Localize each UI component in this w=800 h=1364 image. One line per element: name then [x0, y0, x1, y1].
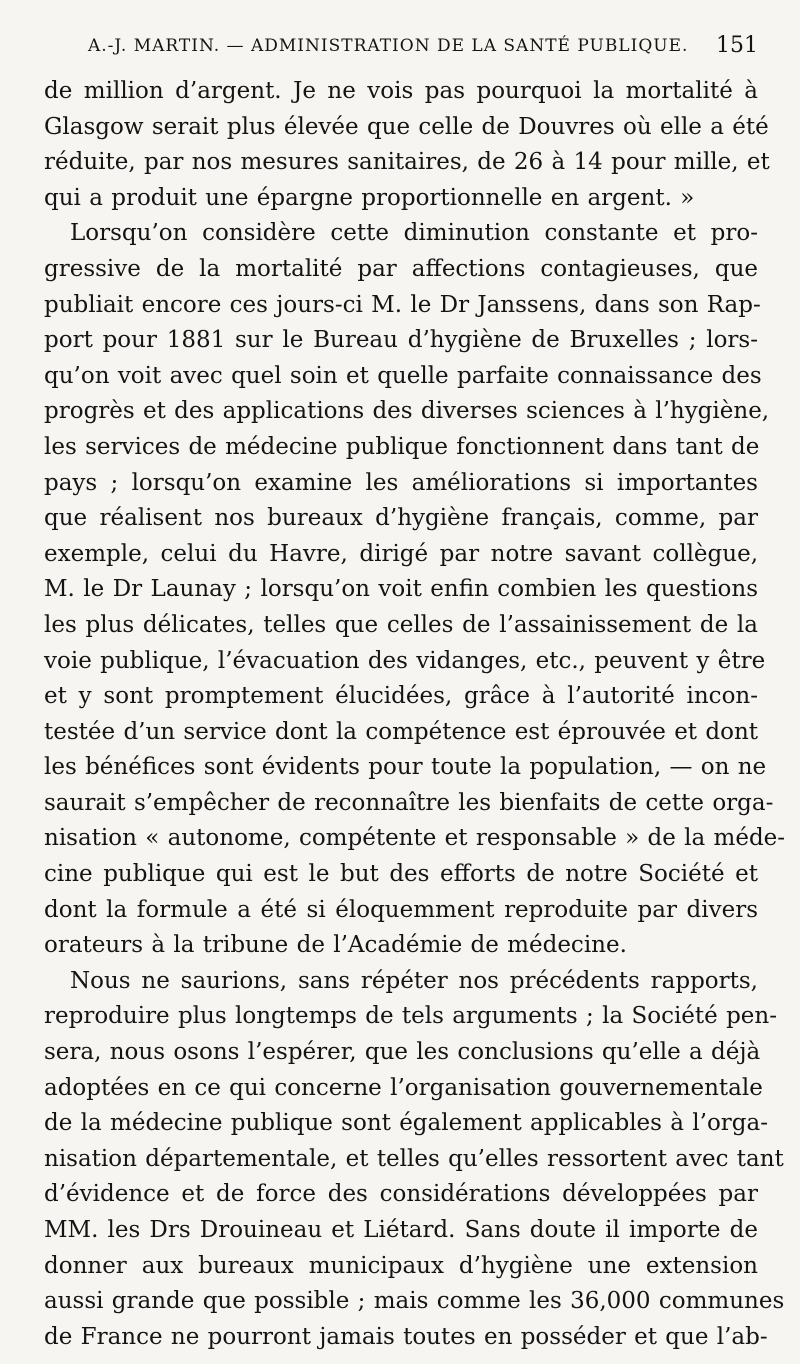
- text-line: progrès et des applications des diverses sciences à l’hygiène,: [44, 398, 770, 425]
- paragraph-start-line: Lorsqu’on considère cette diminution constante et pro-: [70, 220, 758, 247]
- body-text: [44, 74, 786, 1355]
- running-header: [44, 33, 758, 64]
- text-line: les services de médecine publique fonctionnent dans tant de: [44, 433, 760, 460]
- text-line: et y sont promptement élucidées, grâce à l’autorité incon-: [44, 683, 758, 710]
- text-line: voie publique, l’évacuation des vidanges, etc., peuvent y être: [44, 647, 766, 674]
- text-line: exemple, celui du Havre, dirigé par notre savant collègue,: [44, 540, 758, 567]
- text-line: port pour 1881 sur le Bureau d’hygiène de Bruxelles ; lors-: [44, 327, 758, 354]
- text-line: saurait s’empêcher de reconnaître les bienfaits de cette orga-: [44, 789, 774, 816]
- text-line: qu’on voit avec quel soin et quelle parfaite connaissance des: [44, 362, 762, 389]
- text-line: de la médecine publique sont également applicables à l’orga-: [44, 1110, 769, 1137]
- text-line: dont la formule a été si éloquemment reproduite par divers: [44, 896, 758, 923]
- text-line: gressive de la mortalité par affections contagieuses, que: [44, 255, 758, 282]
- text-line: donner aux bureaux municipaux d’hygiène une extension: [44, 1252, 758, 1279]
- text-line: cine publique qui est le but des efforts de notre Société et: [44, 861, 758, 888]
- text-line: publiait encore ces jours-ci M. le Dr Janssens, dans son Rap-: [44, 291, 761, 318]
- text-line: que réalisent nos bureaux d’hygiène français, comme, par: [44, 505, 758, 532]
- text-line: de France ne pourront jamais toutes en posséder et que l’ab-: [44, 1323, 768, 1350]
- text-line: nisation « autonome, compétente et responsable » de la méde-: [44, 825, 786, 852]
- text-line: sera, nous osons l’espérer, que les conclusions qu’elle a déjà: [44, 1039, 761, 1066]
- text-line: de million d’argent. Je ne vois pas pourquoi la mortalité à: [44, 78, 758, 104]
- text-line: M. le Dr Launay ; lorsqu’on voit enfin combien les questions: [44, 576, 758, 603]
- page-number: 151: [716, 33, 758, 58]
- text-line: orateurs à la tribune de l’Académie de médecine.: [44, 932, 627, 959]
- text-line: MM. les Drs Drouineau et Liétard. Sans doute il importe de: [44, 1217, 758, 1243]
- text-line: adoptées en ce qui concerne l’organisation gouvernementale: [44, 1074, 763, 1101]
- paragraph-start-line: Nous ne saurions, sans répéter nos précédents rapports,: [70, 967, 758, 994]
- running-title: A.-J. MARTIN. — ADMINISTRATION DE LA SANTÉ PUBLIQUE.: [88, 36, 689, 56]
- text-line: testée d’un service dont la compétence est éprouvée et dont: [44, 718, 758, 745]
- text-line: réduite, par nos mesures sanitaires, de 26 à 14 pour mille, et: [44, 149, 770, 176]
- text-line: qui a produit une épargne proportionnelle en argent. »: [44, 184, 695, 211]
- text-line: aussi grande que possible ; mais comme les 36,000 communes: [44, 1288, 785, 1315]
- text-line: Glasgow serait plus élevée que celle de Douvres où elle a été: [44, 113, 769, 140]
- text-line: les bénéfices sont évidents pour toute la population, — on ne: [44, 754, 767, 781]
- text-line: reproduire plus longtemps de tels arguments ; la Société pen-: [44, 1003, 778, 1030]
- text-line: les plus délicates, telles que celles de l’assainissement de la: [44, 611, 758, 638]
- text-line: d’évidence et de force des considérations développées par: [44, 1181, 758, 1208]
- text-line: nisation départementale, et telles qu’elles ressortent avec tant: [44, 1145, 784, 1172]
- text-line: pays ; lorsqu’on examine les améliorations si importantes: [44, 469, 758, 496]
